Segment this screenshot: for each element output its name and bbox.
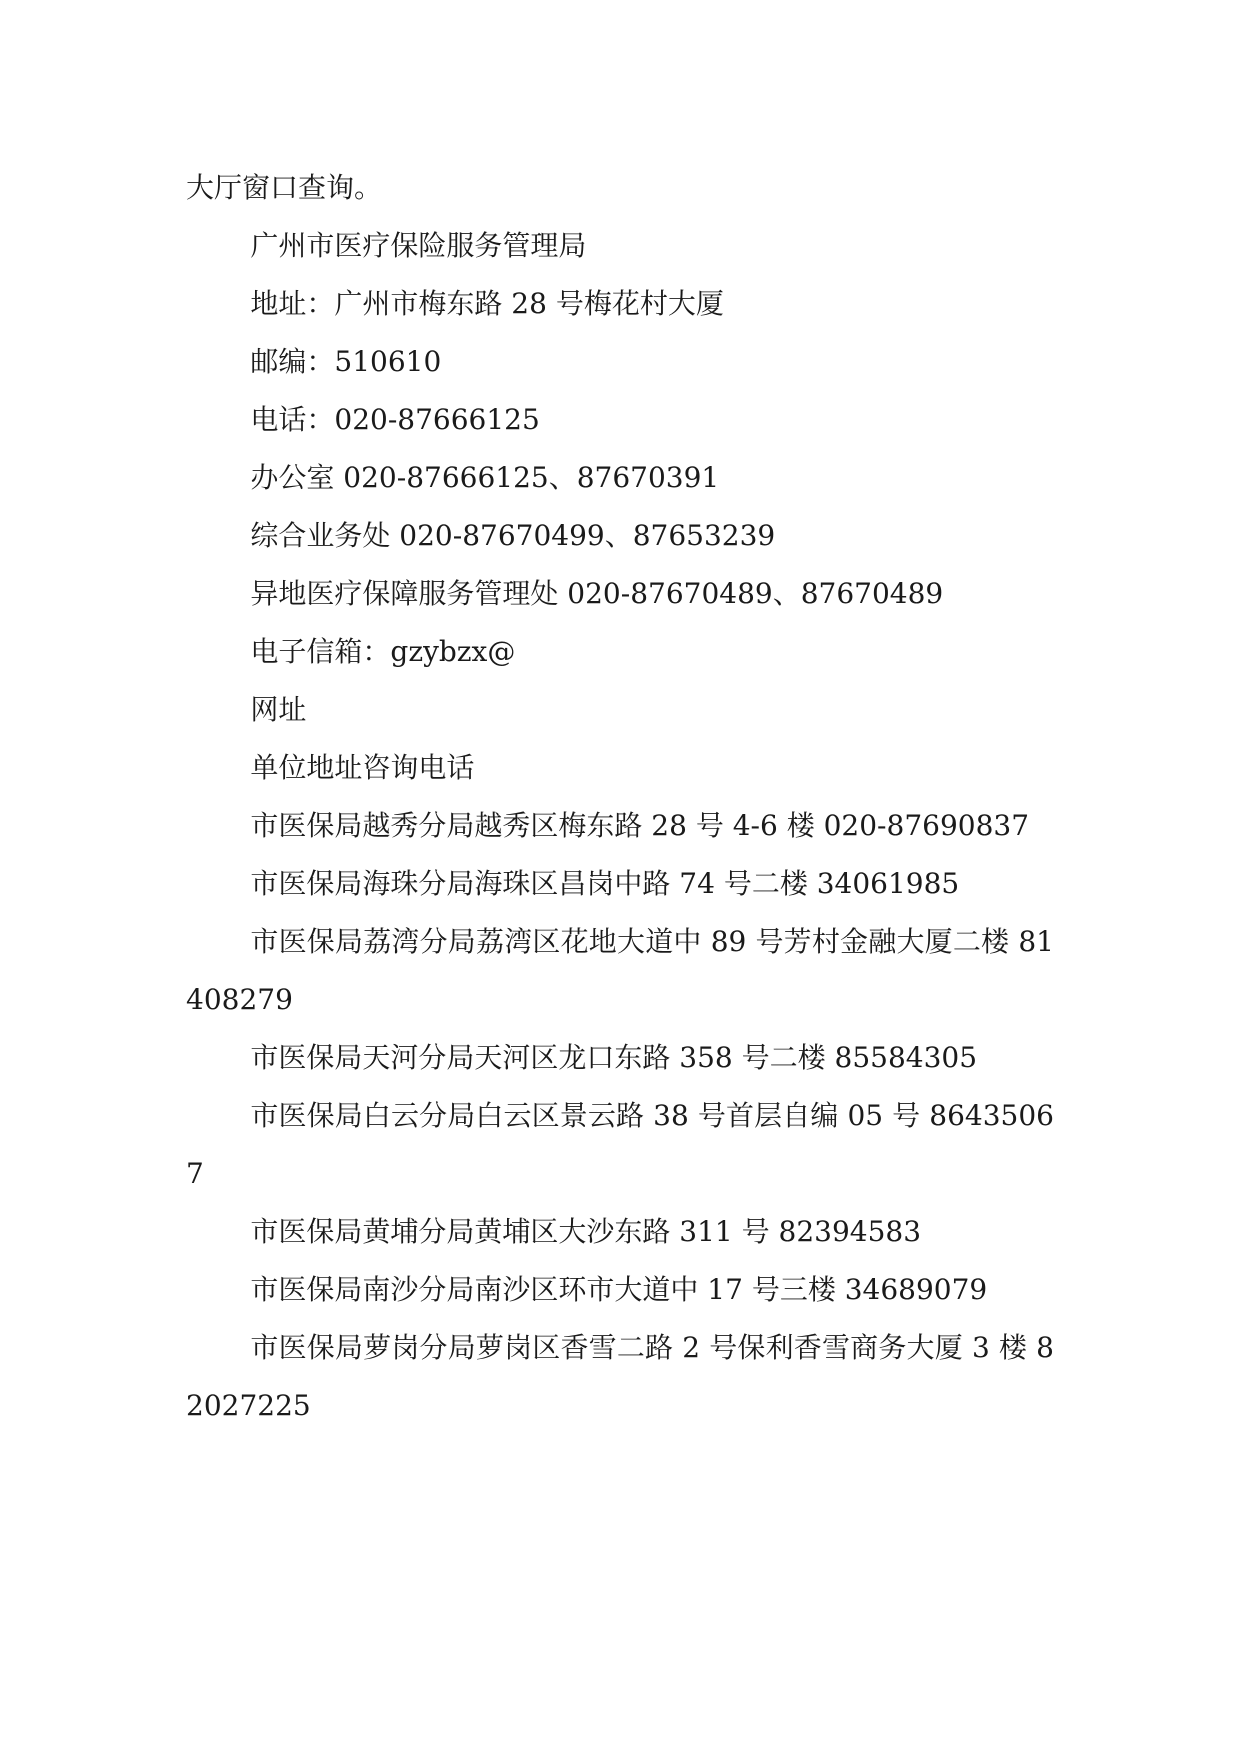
paragraph-website: 网址: [250, 693, 307, 726]
paragraph-phone: 电话：020-87666125: [250, 403, 540, 436]
paragraph-general-affairs-phone: 综合业务处 020-87670499、87653239: [250, 519, 776, 552]
paragraph-branch-liwan: 市医保局荔湾分局荔湾区花地大道中 89 号芳村金融大厦二楼 81408279: [186, 925, 1054, 1016]
paragraph-branch-haizhu: 市医保局海珠分局海珠区昌岗中路 74 号二楼 34061985: [250, 867, 960, 900]
paragraph-continuation: 大厅窗口查询。: [186, 171, 383, 204]
paragraph-branch-nansha: 市医保局南沙分局南沙区环市大道中 17 号三楼 34689079: [250, 1273, 988, 1306]
paragraph-branch-huangpu: 市医保局黄埔分局黄埔区大沙东路 311 号 82394583: [250, 1215, 922, 1248]
paragraph-remote-medical-phone: 异地医疗保障服务管理处 020-87670489、87670489: [250, 577, 944, 610]
paragraph-branch-luogang: 市医保局萝岗分局萝岗区香雪二路 2 号保利香雪商务大厦 3 楼 82027225: [186, 1331, 1054, 1422]
paragraph-agency-name: 广州市医疗保险服务管理局: [250, 229, 587, 262]
paragraph-postcode: 邮编：510610: [250, 345, 442, 378]
paragraph-table-header: 单位地址咨询电话: [250, 751, 475, 784]
paragraph-address: 地址：广州市梅东路 28 号梅花村大厦: [250, 287, 724, 320]
paragraph-branch-tianhe: 市医保局天河分局天河区龙口东路 358 号二楼 85584305: [250, 1041, 978, 1074]
document-body: [186, 159, 1054, 1435]
paragraph-branch-yuexiu: 市医保局越秀分局越秀区梅东路 28 号 4-6 楼 020-87690837: [250, 809, 1030, 842]
paragraph-branch-baiyun: 市医保局白云分局白云区景云路 38 号首层自编 05 号 86435067: [186, 1099, 1054, 1190]
paragraph-office-phone: 办公室 020-87666125、87670391: [250, 461, 720, 494]
paragraph-email: 电子信箱：gzybzx@: [250, 635, 516, 668]
